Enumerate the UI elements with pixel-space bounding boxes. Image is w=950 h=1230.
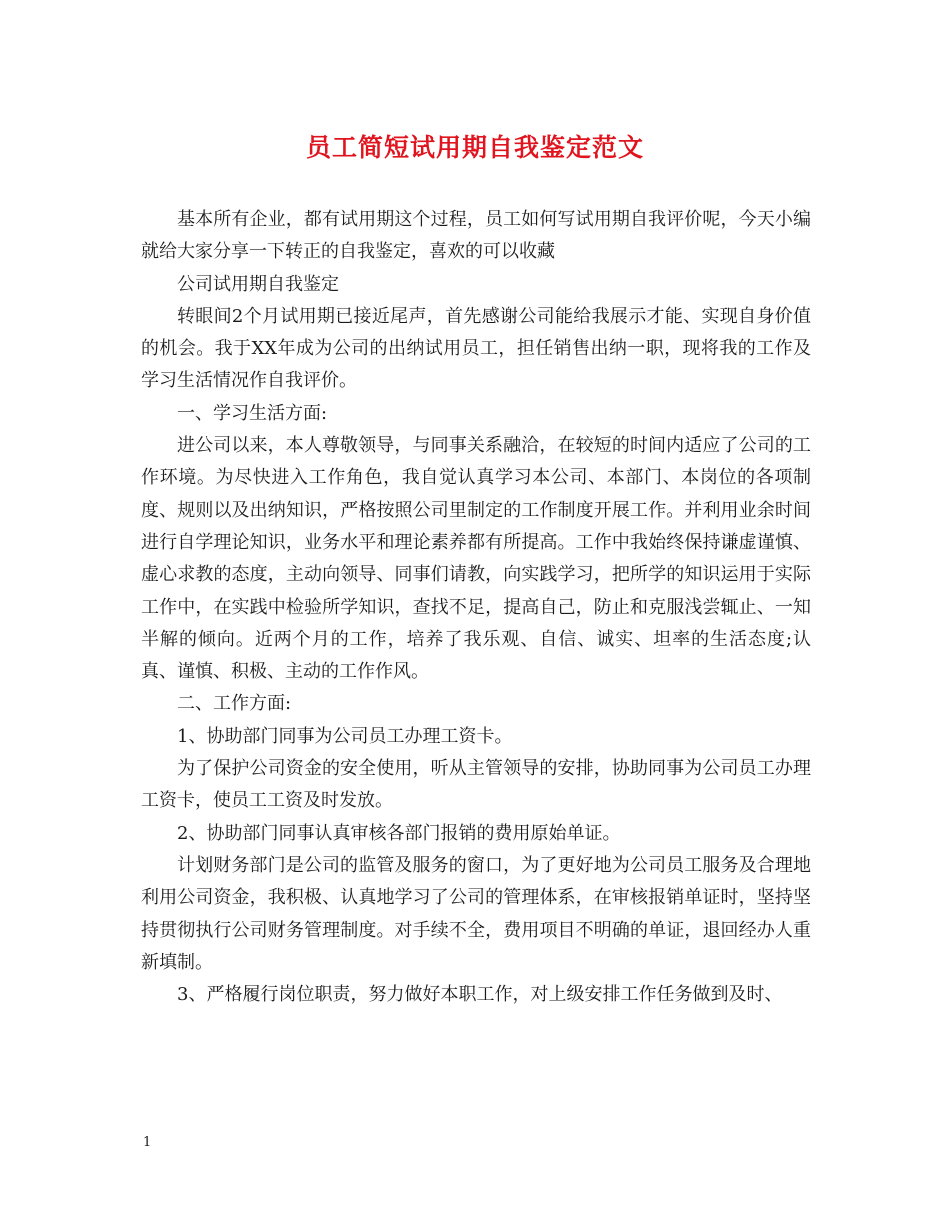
section-heading: 一、学习生活方面: [177, 402, 328, 424]
document-body [141, 204, 811, 1011]
section-heading: 二、工作方面: [177, 693, 292, 715]
section-heading: 公司试用期自我鉴定 [177, 273, 339, 295]
body-paragraph: 计划财务部门是公司的监管及服务的窗口，为了更好地为公司员工服务及合理地利用公司资金，我积极、认真地学习了公司的管理体系，在审核报销单证时，坚持坚持贯彻执行公司财务管理制度。对手续不全，费用项目不明确的单证，退回经办人重新填制。 [141, 854, 811, 973]
document-title: 员工简短试用期自我鉴定范文 [305, 133, 644, 162]
list-item-heading: 3、严格履行岗位职责，努力做好本职工作，对上级安排工作任务做到及时、 [177, 984, 783, 1006]
body-paragraph: 转眼间2个月试用期已接近尾声，首先感谢公司能给我展示才能、实现自身价值的机会。我于XX年成为公司的出纳试用员工，担任销售出纳一职，现将我的工作及学习生活情况作自我评价。 [141, 305, 811, 392]
list-item-heading: 1、协助部门同事为公司员工办理工资卡。 [177, 725, 513, 747]
list-item-heading: 2、协助部门同事认真审核各部门报销的费用原始单证。 [177, 822, 621, 844]
body-paragraph: 为了保护公司资金的安全使用，听从主管领导的安排，协助同事为公司员工办理工资卡，使员工工资及时发放。 [141, 758, 811, 812]
intro-paragraph: 基本所有企业，都有试用期这个过程，员工如何写试用期自我评价呢，今天小编就给大家分享一下转正的自我鉴定，喜欢的可以收藏 [141, 209, 811, 263]
page-number: 1 [143, 1135, 152, 1150]
body-paragraph: 进公司以来，本人尊敬领导，与同事关系融洽，在较短的时间内适应了公司的工作环境。为尽快进入工作角色，我自觉认真学习本公司、本部门、本岗位的各项制度、规则以及出纳知识，严格按照公司里制定的工作制度开展工作。并利用业余时间进行自学理论知识，业务水平和理论素养都有所提高。工作中我始终保持谦虚谨慎、虚心求教的态度，主动向领导、同事们请教，向实践学习，把所学的知识运用于实际工作中，在实践中检验所学知识，查找不足，提高自己，防止和克服浅尝辄止、一知半解的倾向。近两个月的工作，培养了我乐观、自信、诚实、坦率的生活态度;认真、谨慎、积极、主动的工作作风。 [141, 435, 811, 683]
